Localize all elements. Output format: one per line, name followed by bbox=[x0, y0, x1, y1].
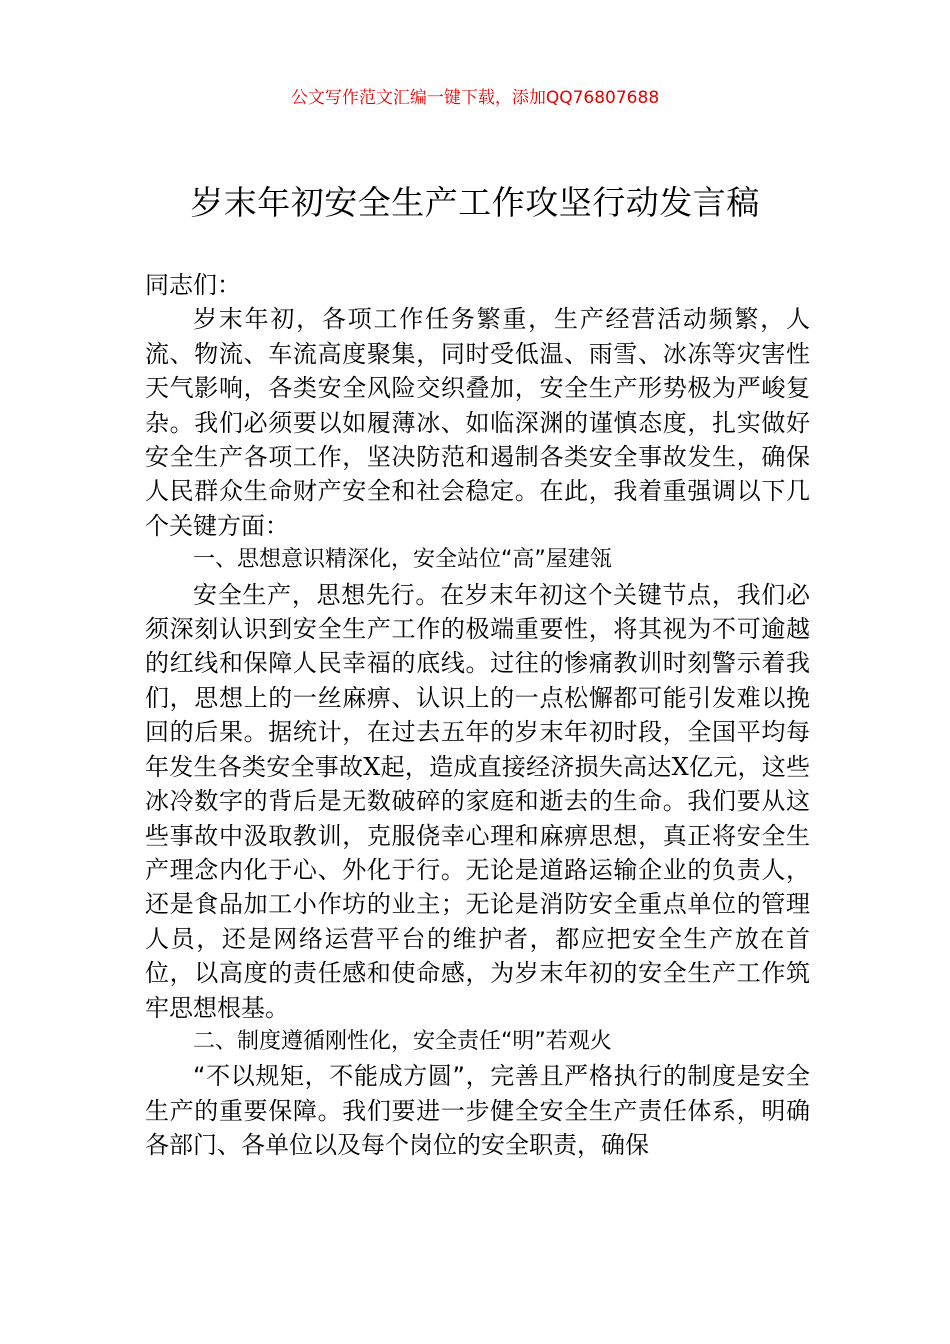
placeholder-x-amount: X bbox=[671, 752, 689, 781]
section-1-paragraph bbox=[145, 578, 810, 1025]
section-2-paragraph: “不以规矩，不能成方圆”，完善且严格执行的制度是安全生产的重要保障。我们要进一步健全安全生产责任体系，明确各部门、各单位以及每个岗位的安全职责，确保 bbox=[145, 1062, 810, 1160]
salutation: 同志们： bbox=[145, 271, 241, 299]
document-body bbox=[145, 268, 810, 1163]
promo-header-text[interactable]: 公文写作范文汇编一键下载，添加QQ76807688 bbox=[290, 88, 660, 108]
section-1-text-part-1: 安全生产，思想先行。在岁末年初这个关键节点，我们必须深刻认识到安全生产工作的极端重要性，将其视为不可逾越的红线和保障人民幸福的底线。过往的惨痛教训时刻警示着我们，思想上的一丝麻痹、认识上的一点松懈都可能引发难以挽回的后果。据统计，在过去五年的岁末年初时段，全国平均每年发生各类安全事故 bbox=[145, 580, 810, 781]
section-1-text-part-2: 起，造成直接经济损失高达 bbox=[380, 752, 672, 781]
section-2-heading: 二、制度遵循刚性化，安全责任“明”若观火 bbox=[193, 1028, 612, 1054]
section-1-text-part-3: 亿元，这些冰冷数字的背后是无数破碎的家庭和逝去的生命。我们要从这些事故中汲取教训，克服侥幸心理和麻痹思想，真正将安全生产理念内化于心、外化于行。无论是道路运输企业的负责人，还是食品加工小作坊的业主；无论是消防安全重点单位的管理人员，还是网络运营平台的维护者，都应把安全生产放在首位，以高度的责任感和使命感，为岁末年初的安全生产工作筑牢思想根基。 bbox=[145, 752, 811, 1022]
placeholder-x-count: X bbox=[363, 752, 381, 781]
section-1-heading: 一、思想意识精深化，安全站位“高”屋建瓴 bbox=[193, 547, 612, 573]
intro-paragraph: 岁末年初，各项工作任务繁重，生产经营活动频繁，人流、物流、车流高度聚集，同时受低温、雨雪、冰冻等灾害性天气影响，各类安全风险交织叠加，安全生产形势极为严峻复杂。我们必须要以如履薄冰、如临深渊的谨慎态度，扎实做好安全生产各项工作，坚决防范和遏制各类安全事故发生，确保人民群众生命财产安全和社会稳定。在此，我着重强调以下几个关键方面： bbox=[145, 305, 810, 540]
document-title: 岁末年初安全生产工作攻坚行动发言稿 bbox=[190, 183, 760, 222]
